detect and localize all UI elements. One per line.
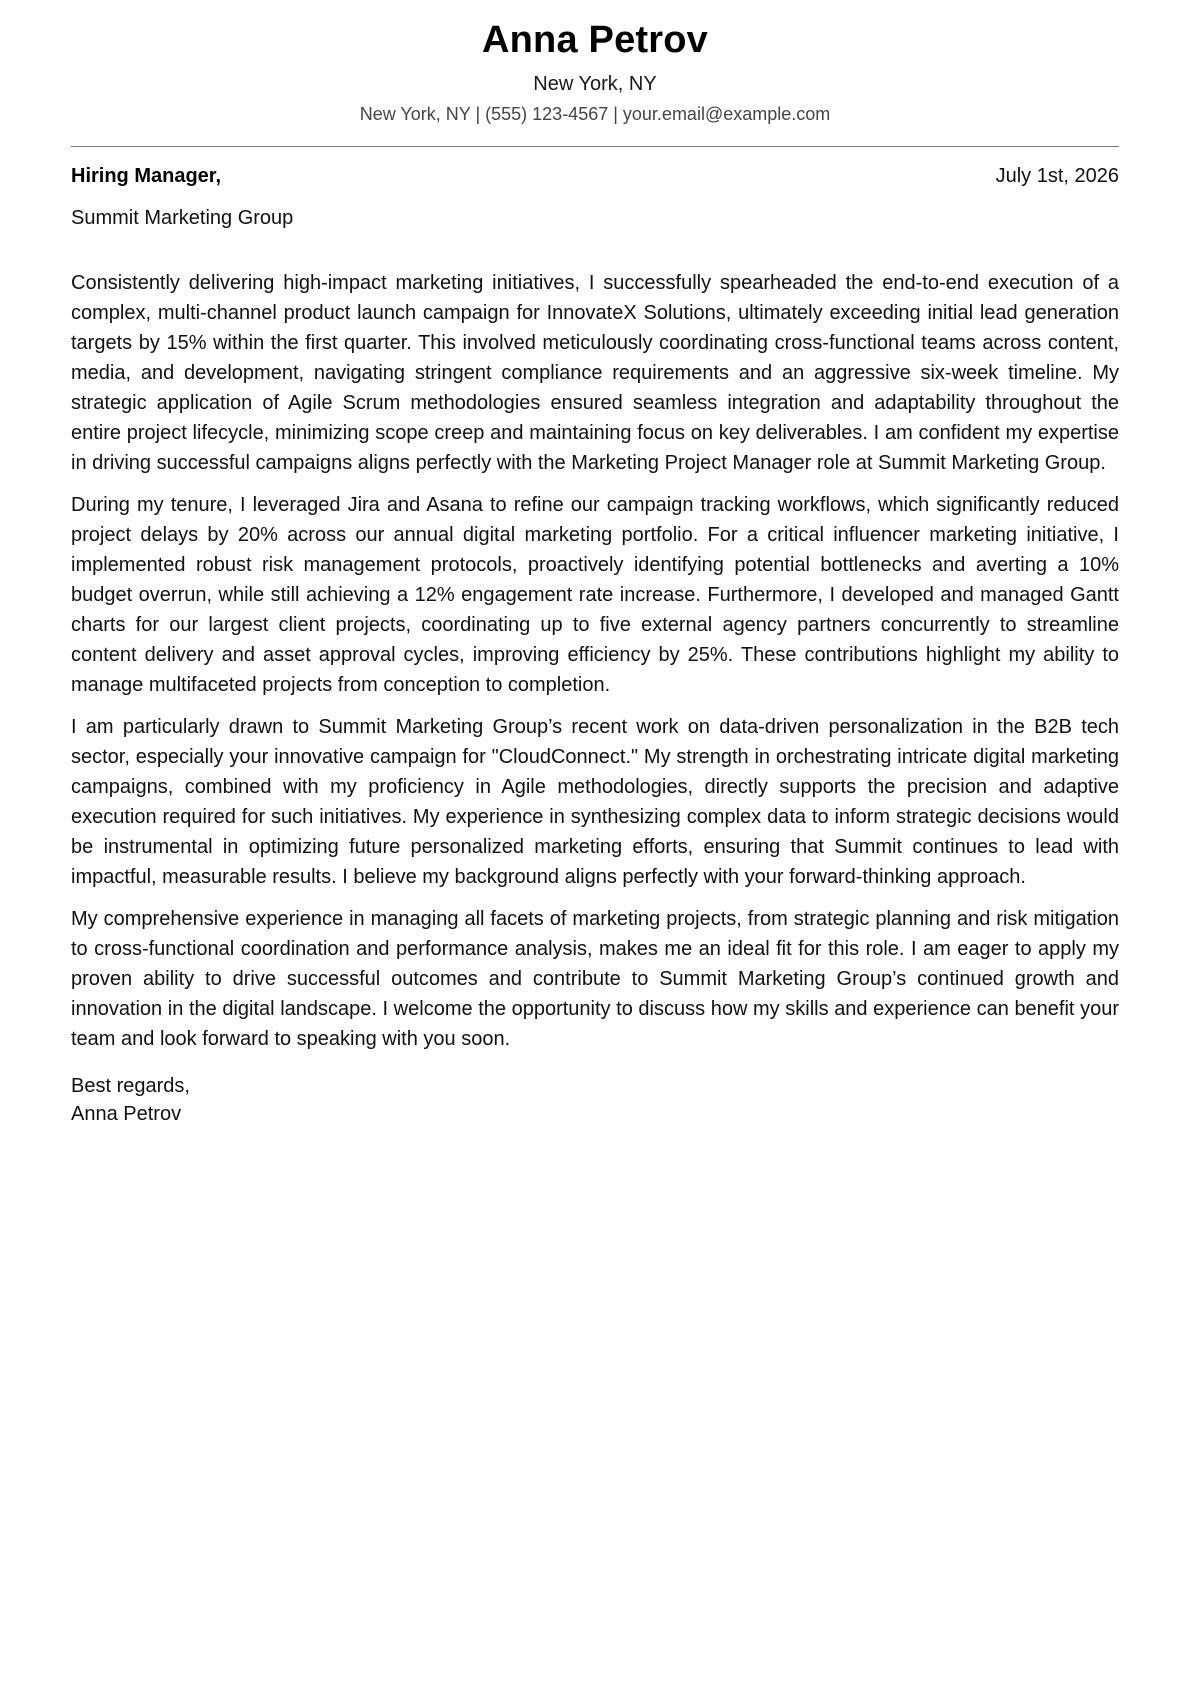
company-name: Summit Marketing Group [71, 207, 294, 229]
applicant-location: New York, NY [533, 73, 657, 95]
letter-closing [71, 1072, 1119, 1128]
recipient-date-row [71, 162, 1119, 190]
body-paragraph: I am particularly drawn to Summit Marketing Group’s recent work on data-driven personalization in the B2B tech sector, especially your innovative campaign for "CloudConnect." My strength in orchestrating intricate digital marketing campaigns, combined with my proficiency in Agile methodologies, directly supports the precision and adaptive execution required for such initiatives. My experience in synthesizing complex data to inform strategic decisions would be instrumental in optimizing future personalized marketing efforts, ensuring that Summit continues to lead with impactful, measurable results. I believe my background aligns perfectly with your forward-thinking approach. [71, 716, 1119, 888]
signature-name: Anna Petrov [71, 1103, 182, 1125]
recipient-salutation: Hiring Manager, [71, 165, 222, 187]
letter-date: July 1st, 2026 [995, 165, 1119, 187]
letter-header [71, 14, 1119, 127]
closing-phrase: Best regards, [71, 1075, 190, 1097]
body-paragraph: During my tenure, I leveraged Jira and Asana to refine our campaign tracking workflows, which significantly reduced project delays by 20% across our annual digital marketing portfolio. For a critical influencer marketing initiative, I implemented robust risk management protocols, proactively identifying potential bottlenecks and averting a 10% budget overrun, while still achieving a 12% engagement rate increase. Furthermore, I developed and managed Gantt charts for our largest client projects, coordinating up to five external agency partners concurrently to streamline content delivery and asset approval cycles, improving efficiency by 25%. These contributions highlight my ability to manage multifaceted projects from conception to completion. [71, 494, 1119, 696]
body-paragraph: My comprehensive experience in managing all facets of marketing projects, from strategic planning and risk mitigation to cross-functional coordination and performance analysis, makes me an ideal fit for this role. I am eager to apply my proven ability to drive successful outcomes and contribute to Summit Marketing Group’s continued growth and innovation in the digital landscape. I welcome the opportunity to discuss how my skills and experience can benefit your team and look forward to speaking with you soon. [71, 908, 1119, 1050]
applicant-name: Anna Petrov [481, 19, 709, 61]
letter-body [71, 268, 1119, 1054]
body-paragraph: Consistently delivering high-impact marketing initiatives, I successfully spearheaded the end-to-end execution of a complex, multi-channel product launch campaign for InnovateX Solutions, ultimately exceeding initial lead generation targets by 15% within the first quarter. This involved meticulously coordinating cross-functional teams across content, media, and development, navigating stringent compliance requirements and an aggressive six-week timeline. My strategic application of Agile Scrum methodologies ensured seamless integration and adaptability throughout the entire project lifecycle, minimizing scope creep and maintaining focus on key deliverables. I am confident my expertise in driving successful campaigns aligns perfectly with the Marketing Project Manager role at Summit Marketing Group. [71, 272, 1119, 474]
contact-line: New York, NY | (555) 123-4567 | your.email@example.com [359, 104, 831, 124]
header-divider [71, 146, 1119, 147]
